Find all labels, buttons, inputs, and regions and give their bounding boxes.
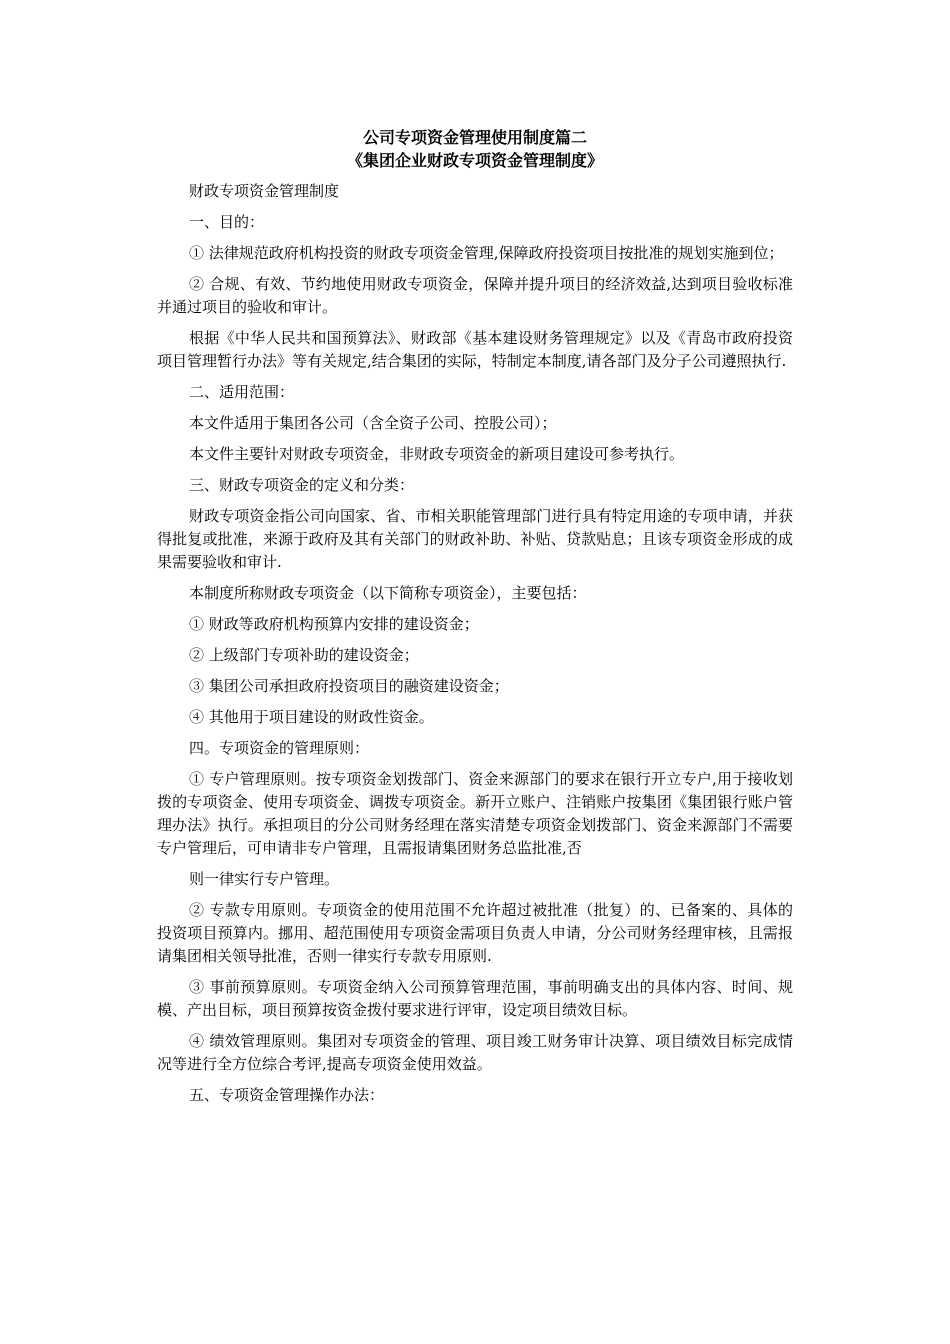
paragraph: 根据《中华人民共和国预算法》、财政部《基本建设财务管理规定》以及《青岛市政府投资项目管理暂行办法》等有关规定,结合集团的实际，特制定本制度,请各部门及分子公司遵照执行. — [157, 329, 793, 370]
paragraph: 三、财政专项资金的定义和分类： — [189, 476, 415, 494]
paragraph: 本文件适用于集团各公司（含全资子公司、控股公司）； — [189, 414, 557, 432]
paragraph: ③ 集团公司承担政府投资项目的融资建设资金； — [189, 677, 509, 695]
paragraph: 则一律实行专户管理。 — [189, 870, 340, 888]
paragraph: 二、适用范围： — [189, 383, 295, 401]
paragraph: ② 专款专用原则。专项资金的使用范围不允许超过被批准（批复）的、已备案的、具体的投资项目预算内。挪用、超范围使用专项资金需项目负责人申请，分公司财务经理审核，且需报请集团相关领导批准，否则一律实行专款专用原则. — [157, 901, 793, 965]
document-title: 公司专项资金管理使用制度篇二 — [362, 128, 587, 147]
paragraph: 本制度所称财政专项资金（以下简称专项资金），主要包括： — [189, 584, 587, 602]
document-subtitle: 《集团企业财政专项资金管理制度》 — [346, 151, 603, 170]
document-body — [157, 180, 793, 1115]
paragraph: ② 上级部门专项补助的建设资金； — [189, 646, 419, 664]
paragraph: 本文件主要针对财政专项资金，非财政专项资金的新项目建设可参考执行。 — [189, 445, 685, 463]
paragraph: 五、专项资金管理操作办法： — [189, 1086, 385, 1104]
paragraph: 财政专项资金指公司向国家、省、市相关职能管理部门进行具有特定用途的专项申请，并获得批复或批准，来源于政府及其有关部门的财政补助、补贴、贷款贴息；且该专项资金形成的成果需要验收和审计. — [157, 507, 793, 571]
paragraph: ① 专户管理原则。按专项资金划拨部门、资金来源部门的要求在银行开立专户,用于接收划拨的专项资金、使用专项资金、调拨专项资金。新开立账户、注销账户按集团《集团银行账户管理办法》执行。承担项目的分公司财务经理在落实清楚专项资金划拨部门、资金来源部门不需要专户管理后，可申请非专户管理，且需报请集团财务总监批准,否 — [157, 770, 793, 857]
paragraph: 一、目的： — [189, 213, 265, 231]
paragraph: ④ 绩效管理原则。集团对专项资金的管理、项目竣工财务审计决算、项目绩效目标完成情况等进行全方位综合考评,提高专项资金使用效益。 — [157, 1032, 793, 1073]
paragraph: 财政专项资金管理制度 — [189, 182, 340, 200]
paragraph: ④ 其他用于项目建设的财政性资金。 — [189, 708, 434, 726]
paragraph: ③ 事前预算原则。专项资金纳入公司预算管理范围，事前明确支出的具体内容、时间、规模、产出目标，项目预算按资金拨付要求进行评审，设定项目绩效目标。 — [157, 978, 793, 1019]
paragraph: ① 法律规范政府机构投资的财政专项资金管理,保障政府投资项目按批准的规划实施到位； — [189, 244, 784, 262]
paragraph: 四。专项资金的管理原则： — [189, 739, 370, 757]
paragraph: ① 财政等政府机构预算内安排的建设资金； — [189, 615, 479, 633]
paragraph: ② 合规、有效、节约地使用财政专项资金，保障并提升项目的经济效益,达到项目验收标准并通过项目的验收和审计。 — [157, 275, 793, 316]
